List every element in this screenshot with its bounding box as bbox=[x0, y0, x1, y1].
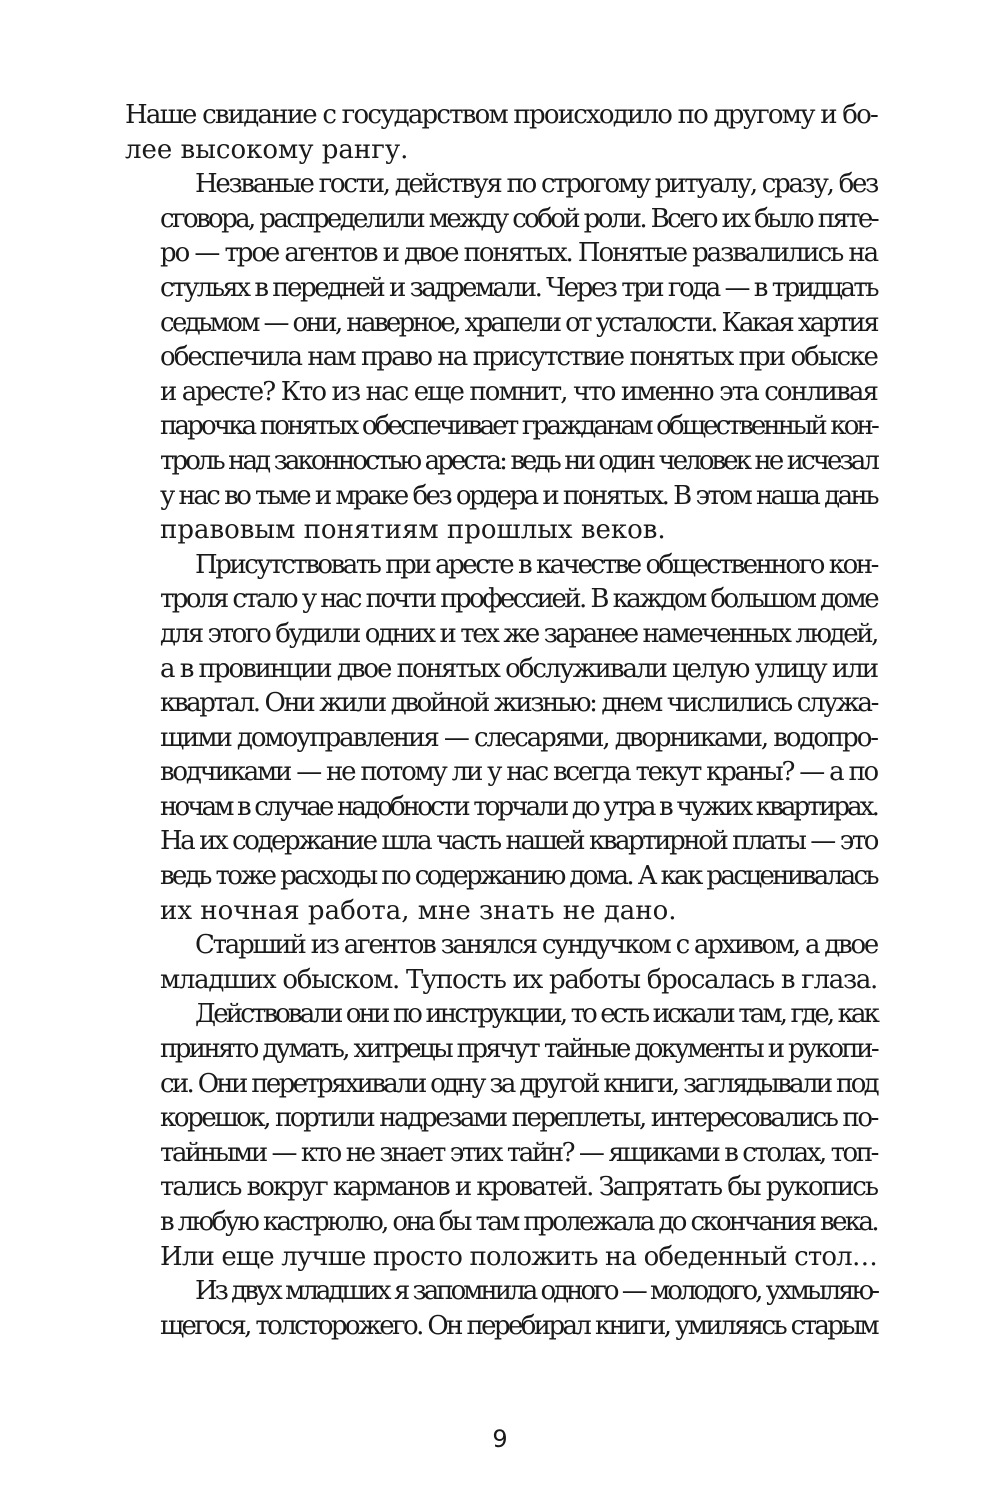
text-line: ведь тоже расходы по содержанию дома. А как расценивалась bbox=[160, 861, 877, 892]
text-line: Из двух младших я запомнила одного — молодого, ухмыляю- bbox=[195, 1276, 878, 1307]
text-line: Наше свидание с государством происходило по другому и бо- bbox=[125, 100, 877, 130]
text-line: ночам в случае надобности торчали до утра в чужих квартирах. bbox=[160, 791, 877, 822]
text-line: щегося, толсторожего. Он перебирал книги, умиляясь старым bbox=[160, 1310, 878, 1341]
text-line: тались вокруг карманов и кроватей. Запрятать бы рукопись bbox=[160, 1172, 877, 1203]
book-page-text bbox=[125, 98, 877, 1343]
paragraph bbox=[125, 548, 877, 929]
paragraph bbox=[125, 98, 877, 167]
text-line: лее высокому рангу. bbox=[125, 134, 409, 165]
text-line: Или еще лучше просто положить на обеденный стол… bbox=[160, 1241, 878, 1272]
text-line: Старший из агентов занялся сундучком с архивом, а двое bbox=[195, 930, 878, 961]
page-number: 9 bbox=[492, 1425, 508, 1453]
text-line: водчиками — не потому ли у нас всегда текут краны? — а по bbox=[160, 757, 877, 788]
paragraph bbox=[125, 1274, 877, 1343]
text-line: си. Они перетряхивали одну за другой книги, заглядывали под bbox=[160, 1068, 878, 1099]
text-line: тайными — кто не знает этих тайн? — ящиками в столах, топ- bbox=[160, 1137, 877, 1168]
text-line: Присутствовать при аресте в качестве общественного кон- bbox=[195, 549, 878, 580]
text-line: Действовали они по инструкции, то есть искали там, где, как bbox=[195, 999, 877, 1030]
text-line: и аресте? Кто из нас еще помнит, что именно эта сонливая bbox=[160, 376, 877, 407]
text-line: принято думать, хитрецы прячут тайные документы и рукопи- bbox=[160, 1034, 878, 1065]
text-line: парочка понятых обеспечивает гражданам общественный кон- bbox=[160, 411, 877, 442]
text-line: стульях в передней и задремали. Через три года — в тридцать bbox=[160, 272, 877, 303]
text-line: для этого будили одних и тех же заранее намеченных людей, bbox=[160, 618, 877, 649]
text-line: ро — трое агентов и двое понятых. Понятые развалились на bbox=[160, 238, 878, 269]
text-line: в любую кастрюлю, она бы там пролежала до скончания века. bbox=[160, 1207, 877, 1237]
text-line: сговора, распределили между собой роли. Всего их было пяте- bbox=[160, 203, 877, 234]
text-line: младших обыском. Тупость их работы бросалась в глаза. bbox=[160, 964, 878, 995]
text-line: у нас во тьме и мраке без ордера и понятых. В этом наша дань bbox=[160, 480, 877, 511]
text-line: Незваные гости, действуя по строгому ритуалу, сразу, без bbox=[195, 169, 877, 200]
text-line: На их содержание шла часть нашей квартирной платы — это bbox=[160, 826, 877, 857]
text-line: троля стало у нас почти профессией. В каждом большом доме bbox=[160, 584, 877, 615]
text-line: правовым понятиям прошлых веков. bbox=[160, 515, 666, 546]
text-line: корешок, портили надрезами переплеты, интересовались по- bbox=[160, 1103, 878, 1134]
paragraph bbox=[125, 928, 877, 997]
text-line: обеспечила нам право на присутствие понятых при обыске bbox=[160, 342, 877, 373]
paragraph bbox=[125, 997, 877, 1274]
text-line: троль над законностью ареста: ведь ни один человек не исчезал bbox=[160, 445, 878, 476]
text-line: их ночная работа, мне знать не дано. bbox=[160, 895, 677, 926]
text-line: а в провинции двое понятых обслуживали целую улицу или bbox=[160, 653, 877, 684]
text-line: квартал. Они жили двойной жизнью: днем числились служа- bbox=[160, 688, 877, 719]
text-line: седьмом — они, наверное, храпели от усталости. Какая хартия bbox=[160, 307, 878, 338]
paragraph bbox=[125, 167, 877, 548]
text-line: щими домоуправления — слесарями, дворниками, водопро- bbox=[160, 722, 877, 753]
